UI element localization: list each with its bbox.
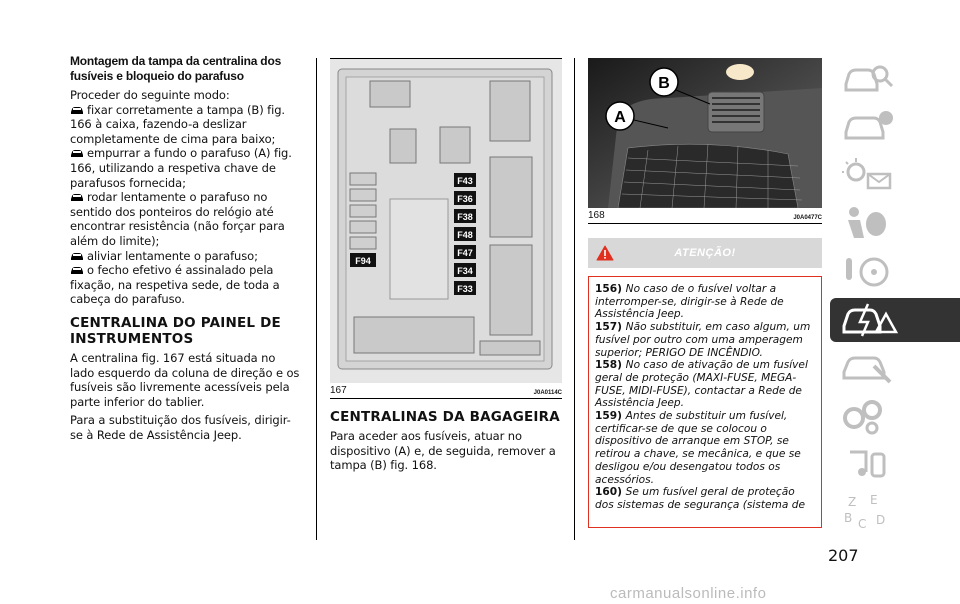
column-divider bbox=[316, 58, 317, 540]
warning-text: Se um fusível geral de proteção dos sistemas de segurança (sistema de bbox=[595, 486, 805, 511]
section-title: CENTRALINA DO PAINEL DE INSTRUMENTOS bbox=[70, 314, 281, 347]
figure-168 bbox=[588, 58, 822, 208]
car-bullet-icon bbox=[70, 106, 84, 115]
warning-number: 158) bbox=[595, 359, 626, 372]
callout-a: A bbox=[614, 109, 626, 126]
column-divider bbox=[574, 58, 575, 540]
figure-number: 168 bbox=[588, 210, 605, 221]
sidebar-tab[interactable] bbox=[830, 442, 960, 486]
bullet-text: o fecho efetivo é assinalado pela fixação, na respetiva sede, de toda a cabeça do parafuso. bbox=[70, 263, 280, 307]
fuse-label: F38 bbox=[457, 212, 473, 222]
trunk-photo bbox=[588, 58, 822, 208]
sidebar-tab[interactable] bbox=[830, 490, 960, 534]
car-bullet-icon bbox=[70, 266, 84, 275]
warning-text: Antes de substituir um fusível, certificar-se de que se colocou o dispositivo de arranque em STOP, se retirou a chave, se mecânica, e que se desligou e/ou desengatou todos os acessórios. bbox=[595, 410, 801, 486]
warning-item bbox=[595, 359, 815, 410]
bullet-text: aliviar lentamente o parafuso; bbox=[87, 248, 258, 263]
music-phone-icon bbox=[840, 444, 900, 484]
warning-text: No caso de ativação de um fusível geral de proteção (MAXI-FUSE, MEGA-FUSE, MIDI-FUSE), contactar a Rede de Assistência Jeep. bbox=[595, 359, 808, 410]
warning-item bbox=[595, 283, 815, 321]
sidebar-tab[interactable] bbox=[830, 298, 960, 342]
fuse-label: F34 bbox=[457, 266, 473, 276]
svg-text:B: B bbox=[844, 511, 853, 525]
warning-item bbox=[595, 410, 815, 486]
fuse-label: F33 bbox=[457, 284, 473, 294]
sidebar-tab[interactable] bbox=[830, 154, 960, 198]
car-service-icon bbox=[840, 348, 900, 388]
bullet-text: rodar lentamente o parafuso no sentido dos ponteiros do relógio até encontrar resistência (não forçar para além do limite); bbox=[70, 190, 285, 248]
page-number: 207 bbox=[828, 546, 859, 565]
bullet-item bbox=[70, 103, 302, 147]
warning-header bbox=[588, 238, 822, 268]
section-title: CENTRALINAS DA BAGAGEIRA bbox=[330, 409, 560, 425]
sidebar-tab[interactable] bbox=[830, 250, 960, 294]
bullet-list bbox=[70, 103, 302, 307]
car-search-icon bbox=[840, 60, 900, 100]
paragraph: Para aceder aos fusíveis, atuar no dispositivo (A) e, de seguida, remover a tampa (B) fig. 168. bbox=[330, 429, 556, 473]
warning-number: 160) bbox=[595, 486, 626, 499]
fuse-label: F43 bbox=[457, 176, 473, 186]
figure-167 bbox=[330, 58, 562, 383]
car-info-icon bbox=[840, 108, 900, 148]
warning-text: Não substituir, em caso algum, um fusível por outro com uma amperagem superior; PERIGO DE INCÊNDIO. bbox=[595, 321, 811, 359]
sidebar-tab[interactable] bbox=[830, 394, 960, 438]
car-bullet-icon bbox=[70, 149, 84, 158]
gears-icon bbox=[840, 396, 900, 436]
column-1 bbox=[70, 54, 302, 442]
svg-text:Z: Z bbox=[848, 495, 857, 509]
fuse-box-diagram bbox=[330, 59, 562, 383]
fuse-label: F36 bbox=[457, 194, 473, 204]
chapter-sidebar bbox=[830, 58, 960, 538]
fuse-label: F48 bbox=[457, 230, 473, 240]
paragraph: A centralina fig. 167 está situada no lado esquerdo da coluna de direção e os fusíveis são livremente acessíveis pela parte inferior do tablier. bbox=[70, 350, 300, 409]
sidebar-tab[interactable] bbox=[830, 202, 960, 246]
fuse-label: F94 bbox=[355, 256, 371, 266]
steering-key-icon bbox=[840, 252, 900, 292]
car-emergency-icon bbox=[840, 300, 900, 340]
svg-text:D: D bbox=[876, 513, 886, 527]
warning-number: 159) bbox=[595, 410, 626, 423]
warning-item bbox=[595, 321, 815, 359]
alphabet-index-icon bbox=[840, 492, 900, 532]
figure-code: J0A0114C bbox=[533, 390, 562, 396]
bullet-item bbox=[70, 146, 302, 190]
paragraph: Para a substituição dos fusíveis, dirigir-se à Rede de Assistência Jeep. bbox=[70, 413, 291, 442]
car-bullet-icon bbox=[70, 193, 84, 202]
figure-caption bbox=[330, 383, 562, 399]
subheading: Montagem da tampa da centralina dos fusíveis e bloqueio do parafuso bbox=[70, 54, 282, 83]
car-bullet-icon bbox=[70, 252, 84, 261]
column-3 bbox=[588, 58, 822, 528]
person-airbag-icon bbox=[840, 204, 900, 244]
warning-number: 156) bbox=[595, 283, 626, 295]
intro-text: Proceder do seguinte modo: bbox=[70, 88, 230, 102]
warning-item bbox=[595, 486, 815, 511]
callout-b: B bbox=[658, 75, 670, 92]
fuse-label: F47 bbox=[457, 248, 473, 258]
bullet-item bbox=[70, 249, 302, 264]
column-2 bbox=[330, 58, 562, 473]
bullet-text: fixar corretamente a tampa (B) fig. 166 à caixa, fazendo-a deslizar completamente de cima para baixo; bbox=[70, 102, 285, 146]
warning-number: 157) bbox=[595, 321, 626, 334]
svg-text:E: E bbox=[870, 493, 878, 507]
light-envelope-icon bbox=[840, 156, 900, 196]
sidebar-tab[interactable] bbox=[830, 58, 960, 102]
warning-text: No caso de o fusível voltar a interromper-se, dirigir-se à Rede de Assistência Jeep. bbox=[595, 283, 784, 321]
bullet-item bbox=[70, 190, 302, 248]
warning-box bbox=[588, 276, 822, 528]
sidebar-tab[interactable] bbox=[830, 346, 960, 390]
figure-caption bbox=[588, 208, 822, 224]
warning-triangle-icon bbox=[596, 245, 614, 261]
bullet-text: empurrar a fundo o parafuso (A) fig. 166, utilizando a respetiva chave de parafusos fornecida; bbox=[70, 146, 292, 190]
bullet-item bbox=[70, 263, 302, 307]
svg-text:C: C bbox=[858, 517, 867, 531]
sidebar-tab[interactable] bbox=[830, 106, 960, 150]
figure-number: 167 bbox=[330, 385, 347, 396]
figure-code: J0A0477C bbox=[793, 215, 822, 221]
watermark: carmanualsonline.info bbox=[610, 585, 767, 602]
warning-title: ATENÇÃO! bbox=[674, 247, 736, 259]
